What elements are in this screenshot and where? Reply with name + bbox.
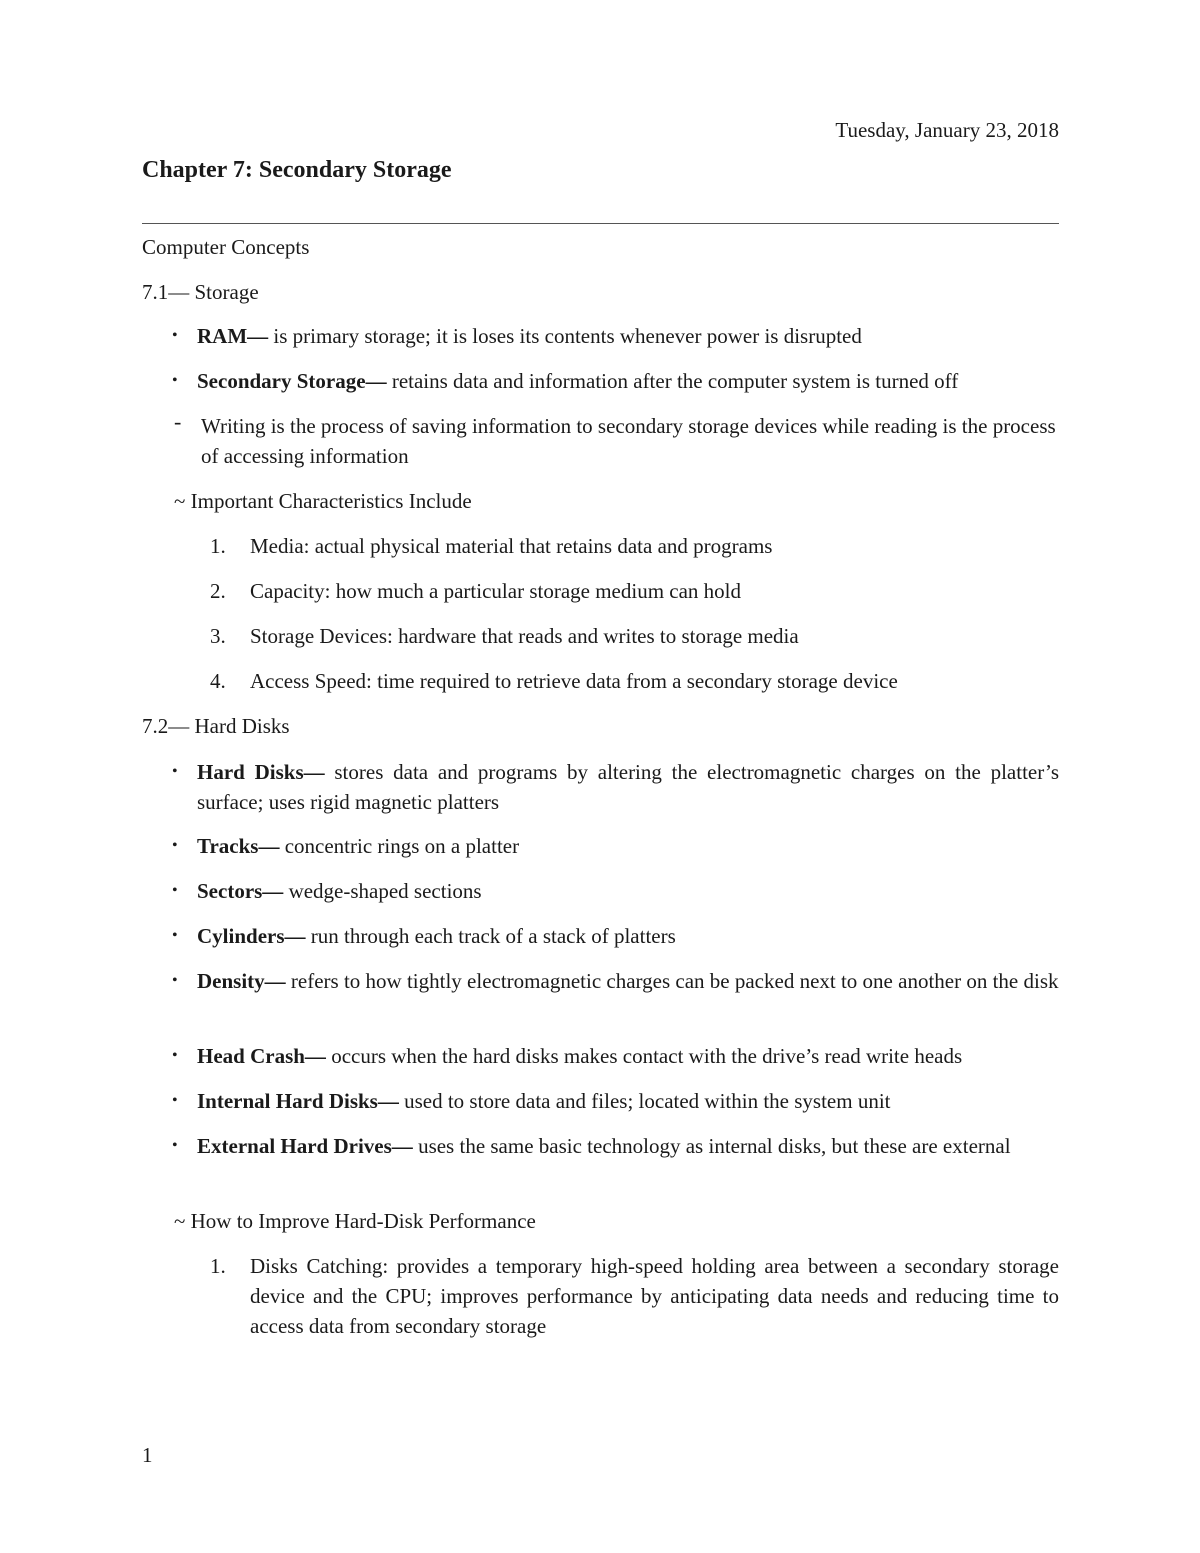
list-item	[172, 966, 1059, 996]
chapter-title: Chapter 7: Secondary Storage	[142, 157, 452, 183]
section-heading-storage: 7.1— Storage	[142, 280, 259, 304]
bullet-icon: •	[172, 837, 178, 854]
bullet-icon: •	[172, 763, 178, 780]
list-item	[172, 1041, 1059, 1071]
item-text: Media: actual physical material that retains data and programs	[250, 534, 773, 558]
term: Internal Hard Disks—	[197, 1089, 399, 1113]
term: External Hard Drives—	[197, 1134, 413, 1158]
item-text: Storage Devices: hardware that reads and writes to storage media	[250, 624, 799, 648]
list-item	[210, 1251, 1059, 1341]
definition: refers to how tightly electromagnetic charges can be packed next to one another on the disk	[285, 969, 1059, 993]
list-item	[172, 921, 1059, 951]
item-text: Access Speed: time required to retrieve data from a secondary storage device	[250, 669, 898, 693]
term: Secondary Storage—	[197, 369, 387, 393]
item-number: 1.	[210, 1254, 226, 1278]
list-item	[172, 1086, 1059, 1116]
list-item	[172, 321, 1059, 351]
definition: uses the same basic technology as internal disks, but these are external	[412, 1134, 1011, 1158]
list-item	[210, 531, 1059, 561]
definition: concentric rings on a platter	[279, 834, 520, 858]
course-subtitle: Computer Concepts	[142, 235, 310, 259]
item-number: 3.	[210, 624, 226, 648]
dash-icon: -	[174, 409, 182, 434]
list-item	[210, 621, 1059, 651]
term: Density—	[197, 969, 286, 993]
list-item	[172, 831, 1059, 861]
definition: run through each track of a stack of platters	[305, 924, 676, 948]
term: RAM—	[197, 324, 269, 348]
definition: used to store data and files; located within the system unit	[398, 1089, 891, 1113]
bullet-icon: •	[172, 972, 178, 989]
item-text: Capacity: how much a particular storage medium can hold	[250, 579, 742, 603]
definition: stores data and programs by altering the electromagnetic charges on the platter’s surface; uses rigid magnetic platters	[197, 760, 1059, 814]
document-date: Tuesday, January 23, 2018	[835, 118, 1059, 142]
bullet-icon: •	[172, 882, 178, 899]
definition: wedge-shaped sections	[283, 879, 482, 903]
term: Head Crash—	[197, 1044, 326, 1068]
bullet-icon: •	[172, 927, 178, 944]
section-heading-hard-disks: 7.2— Hard Disks	[142, 714, 290, 738]
bullet-icon: •	[172, 327, 178, 344]
item-number: 2.	[210, 579, 226, 603]
item-number: 4.	[210, 669, 226, 693]
definition: Writing is the process of saving information to secondary storage devices while reading is the process of accessing information	[201, 414, 1056, 468]
bullet-icon: •	[172, 1137, 178, 1154]
title-divider	[142, 223, 1059, 224]
item-text: Disks Catching: provides a temporary high-speed holding area between a secondary storage device and the CPU; improves performance by anticipating data needs and reducing time to access data from secondary storage	[250, 1254, 1059, 1338]
bullet-icon: •	[172, 1092, 178, 1109]
term: Cylinders—	[197, 924, 306, 948]
page-number: 1	[142, 1443, 153, 1467]
list-item	[210, 576, 1059, 606]
list-item	[172, 757, 1059, 817]
list-item	[172, 1131, 1059, 1161]
list-item	[210, 666, 1059, 696]
subheading-characteristics: ~ Important Characteristics Include	[174, 489, 472, 513]
term: Sectors—	[197, 879, 284, 903]
subheading-performance: ~ How to Improve Hard-Disk Performance	[174, 1209, 536, 1233]
item-number: 1.	[210, 534, 226, 558]
list-item	[172, 366, 1059, 396]
term: Hard Disks—	[197, 760, 325, 784]
bullet-icon: •	[172, 372, 178, 389]
list-item	[172, 876, 1059, 906]
bullet-icon: •	[172, 1047, 178, 1064]
list-item	[172, 411, 1059, 471]
definition: is primary storage; it is loses its contents whenever power is disrupted	[268, 324, 862, 348]
term: Tracks—	[197, 834, 280, 858]
definition: occurs when the hard disks makes contact with the drive’s read write heads	[325, 1044, 963, 1068]
definition: retains data and information after the computer system is turned off	[386, 369, 959, 393]
